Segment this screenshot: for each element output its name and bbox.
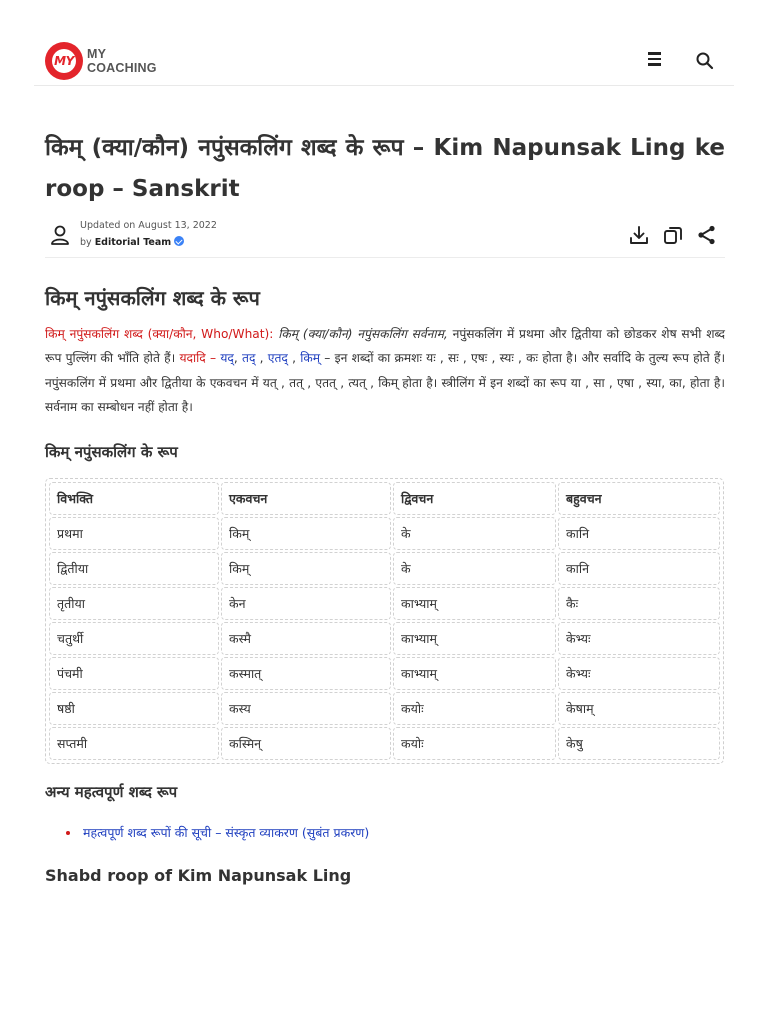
- table-cell: कस्य: [221, 692, 391, 725]
- logo-line-2: COACHING: [87, 61, 157, 75]
- footer-heading: Shabd roop of Kim Napunsak Ling: [45, 866, 352, 885]
- article-meta: [45, 216, 725, 258]
- table-header-row: [49, 482, 720, 515]
- intro-paragraph: किम् नपुंसकलिंग शब्द (क्या/कौन, Who/What): किम् (क्या/कौन) नपुंसकलिंग सर्वनाम, नपुंसकलिंग में प्रथमा और द्वितीया को छोडकर शेष सभी शब्द रूप पुल्लिंग की भाँति होते हैं। यदादि – यद्, तद् , एतद् , किम् – इन शब्दों का क्रमशः यः , सः , एषः , स्यः , कः होता है। और सर्वादि के तुल्य रूप होते हैं। नपुंसकलिंग में प्रथमा और द्वितीया के एकवचन में यत् , तत् , एतत् , त्यत् , किम् होता है। स्त्रीलिंग में इन शब्दों का रूप या , सा , एषा , स्या, का, होता है। सर्वनाम का सम्बोधन नहीं होता है।: [45, 327, 726, 414]
- search-icon[interactable]: [695, 51, 715, 71]
- table-cell: सप्तमी: [49, 727, 219, 760]
- table-cell: कैः: [558, 587, 720, 620]
- table-cell: के: [393, 552, 556, 585]
- table-header-cell: विभक्ति: [49, 482, 219, 515]
- related-links: [66, 824, 369, 841]
- section-heading: किम् नपुंसकलिंग शब्द के रूप: [45, 286, 260, 310]
- table-cell: कस्मात्: [221, 657, 391, 690]
- table-cell: कानि: [558, 517, 720, 550]
- menu-icon[interactable]: [648, 52, 664, 68]
- author-link[interactable]: Editorial Team: [94, 237, 172, 248]
- table-row: [49, 552, 720, 585]
- table-cell: पंचमी: [49, 657, 219, 690]
- table-row: [49, 657, 720, 690]
- table-row: [49, 692, 720, 725]
- table-header-cell: एकवचन: [221, 482, 391, 515]
- intro-text-1: नपुंसकलिंग में प्रथमा और द्वितीया को छोडकर शेष सभी शब्द रूप पुल्लिंग की भाँति होते हैं।: [45, 327, 726, 366]
- yadadi-label: यदादि –: [179, 351, 217, 366]
- table-cell: केन: [221, 587, 391, 620]
- table-row: [49, 727, 720, 760]
- table-heading: किम् नपुंसकलिंग के रूप: [45, 443, 178, 461]
- table-cell: षष्ठी: [49, 692, 219, 725]
- copy-icon[interactable]: [662, 224, 684, 246]
- table-cell: केषाम्: [558, 692, 720, 725]
- table-cell: के: [393, 517, 556, 550]
- intro-italic: किम् (क्या/कौन) नपुंसकलिंग सर्वनाम,: [278, 327, 448, 341]
- table-row: [49, 587, 720, 620]
- table-cell: किम्: [221, 517, 391, 550]
- intro-term: किम् नपुंसकलिंग शब्द (क्या/कौन, Who/What):: [45, 327, 274, 341]
- table-cell: कस्मिन्: [221, 727, 391, 760]
- logo-mark-text: MY: [54, 54, 74, 68]
- share-icon[interactable]: [696, 224, 718, 246]
- table-cell: कयोः: [393, 727, 556, 760]
- table-cell: केभ्यः: [558, 622, 720, 655]
- download-icon[interactable]: [628, 224, 650, 246]
- user-icon: [49, 224, 71, 246]
- table-cell: तृतीया: [49, 587, 219, 620]
- by-prefix: by: [80, 237, 92, 248]
- byline: [80, 236, 184, 248]
- table-cell: काभ्याम्: [393, 622, 556, 655]
- table-cell: केभ्यः: [558, 657, 720, 690]
- table-cell: द्वितीया: [49, 552, 219, 585]
- table-header-cell: द्विवचन: [393, 482, 556, 515]
- link-tad[interactable]: तद्: [242, 351, 256, 366]
- table-cell: काभ्याम्: [393, 657, 556, 690]
- table-cell: चतुर्थी: [49, 622, 219, 655]
- page-title: किम् (क्या/कौन) नपुंसकलिंग शब्द के रूप – Kim Napunsak Ling ke roop – Sanskrit: [45, 135, 725, 202]
- verified-icon: [174, 236, 184, 246]
- table-cell: किम्: [221, 552, 391, 585]
- logo-mark: [45, 42, 83, 80]
- intro-text-2: – इन शब्दों का क्रमशः यः , सः , एषः , स्यः , कः होता है। और सर्वादि के तुल्य रूप होते हैं। नपुंसकलिंग में प्रथमा और द्वितीया के एकवचन में यत् , तत् , एतत् , त्यत् , किम् होता है। स्त्रीलिंग में इन शब्दों का रूप या , सा , एषा , स्या, का, होता है। सर्वनाम का सम्बोधन नहीं होता है।: [45, 351, 726, 414]
- table-row: [49, 622, 720, 655]
- related-link[interactable]: महत्वपूर्ण शब्द रूपों की सूची – संस्कृत व्याकरण (सुबंत प्रकरण): [66, 824, 369, 841]
- table-cell: केषु: [558, 727, 720, 760]
- logo-wordmark: [87, 47, 157, 75]
- link-etad[interactable]: एतद्: [267, 351, 288, 366]
- declension-table: [45, 478, 724, 764]
- site-header: [34, 36, 734, 86]
- table-cell: काभ्याम्: [393, 587, 556, 620]
- table-cell: कस्मै: [221, 622, 391, 655]
- other-forms-heading: अन्य महत्वपूर्ण शब्द रूप: [45, 783, 178, 801]
- link-kim[interactable]: किम्: [300, 351, 321, 366]
- updated-date: Updated on August 13, 2022: [80, 220, 217, 231]
- table-header-cell: बहुवचन: [558, 482, 720, 515]
- logo-line-1: MY: [87, 47, 107, 61]
- table-row: [49, 517, 720, 550]
- table-cell: कानि: [558, 552, 720, 585]
- site-logo[interactable]: [45, 42, 157, 80]
- link-yad[interactable]: यद्: [220, 351, 234, 366]
- table-cell: प्रथमा: [49, 517, 219, 550]
- table-cell: कयोः: [393, 692, 556, 725]
